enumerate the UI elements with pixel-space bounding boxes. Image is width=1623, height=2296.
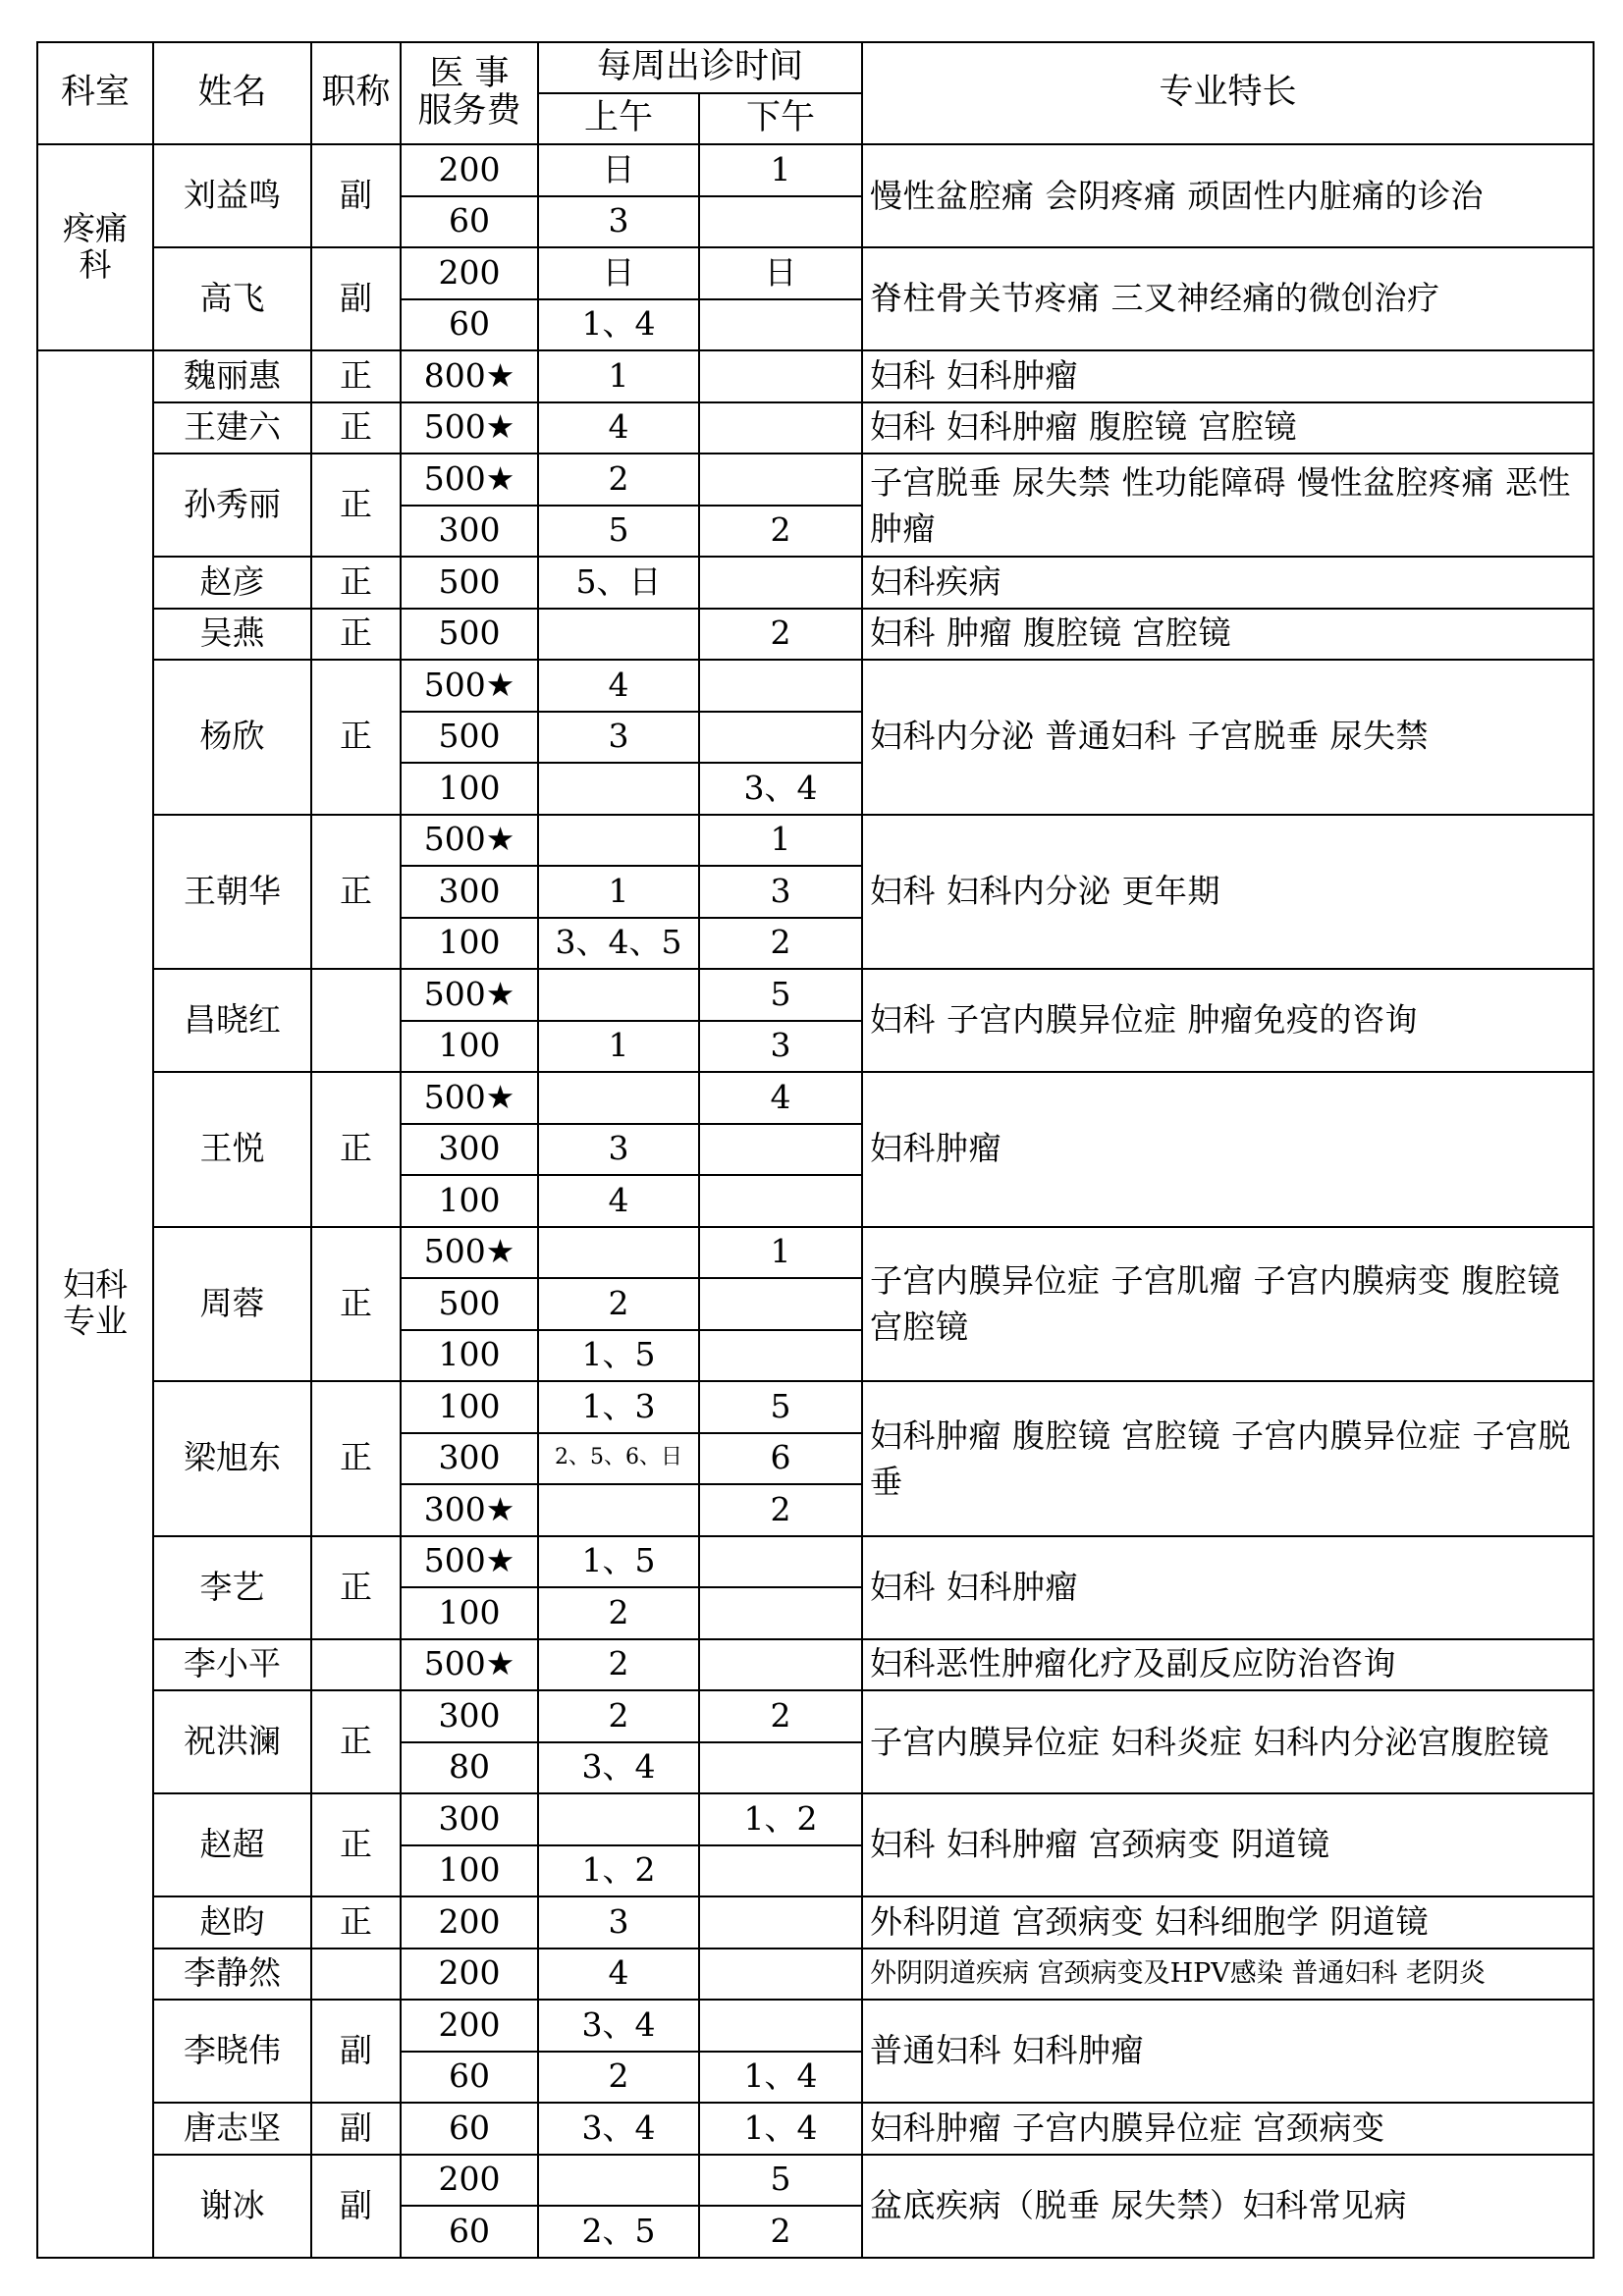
am-cell: 3、4 (538, 1742, 699, 1794)
specialty-cell: 慢性盆腔痛 会阴疼痛 顽固性内脏痛的诊治 (862, 144, 1594, 247)
fee-cell: 800★ (401, 350, 538, 402)
specialty-cell: 子宫脱垂 尿失禁 性功能障碍 慢性盆腔疼痛 恶性肿瘤 (862, 454, 1594, 557)
doctor-title: 正 (311, 660, 401, 815)
table-row (37, 1949, 1594, 2001)
am-cell: 3、4 (538, 2000, 699, 2052)
fee-cell: 300 (401, 1690, 538, 1742)
specialty-cell: 妇科 妇科肿瘤 腹腔镜 宫腔镜 (862, 402, 1594, 454)
department-name: 疼痛科 (37, 144, 153, 350)
am-cell: 2 (538, 454, 699, 506)
fee-cell: 100 (401, 763, 538, 815)
fee-cell: 500★ (401, 1227, 538, 1279)
doctor-title: 正 (311, 1072, 401, 1227)
am-cell: 2、5、6、日 (538, 1433, 699, 1485)
pm-cell: 5 (699, 1381, 862, 1433)
fee-cell: 200 (401, 2000, 538, 2052)
doctor-name: 李艺 (153, 1536, 311, 1639)
am-cell: 2 (538, 1587, 699, 1639)
doctor-title: 正 (311, 609, 401, 661)
doctor-title: 正 (311, 402, 401, 454)
pm-cell (699, 1845, 862, 1897)
pm-cell (699, 1587, 862, 1639)
am-cell (538, 815, 699, 867)
pm-cell: 2 (699, 2206, 862, 2258)
fee-cell: 200 (401, 1949, 538, 2001)
fee-cell: 500★ (401, 660, 538, 712)
doctor-title: 正 (311, 454, 401, 557)
doctor-name: 刘益鸣 (153, 144, 311, 247)
am-cell: 1 (538, 1021, 699, 1073)
header-fee-line1: 医 事 (429, 54, 510, 94)
doctor-name: 赵昀 (153, 1896, 311, 1949)
doctor-name: 李小平 (153, 1639, 311, 1691)
doctor-name: 高飞 (153, 247, 311, 350)
doctor-name: 周蓉 (153, 1227, 311, 1382)
fee-cell: 60 (401, 299, 538, 351)
doctor-name: 李静然 (153, 1949, 311, 2001)
am-cell: 1、2 (538, 1845, 699, 1897)
doctor-title: 正 (311, 1896, 401, 1949)
header-specialty: 专业特长 (862, 42, 1594, 144)
fee-cell: 100 (401, 918, 538, 970)
doctor-name: 谢冰 (153, 2155, 311, 2258)
specialty-cell: 外阴阴道疾病 宫颈病变及HPV感染 普通妇科 老阴炎 (862, 1949, 1594, 2001)
fee-cell: 300 (401, 1793, 538, 1845)
fee-cell: 300 (401, 866, 538, 918)
specialty-cell: 妇科 妇科肿瘤 (862, 1536, 1594, 1639)
doctor-name: 王朝华 (153, 815, 311, 970)
fee-cell: 100 (401, 1381, 538, 1433)
am-cell: 1、5 (538, 1536, 699, 1588)
table-row (37, 2103, 1594, 2155)
table-row (37, 1896, 1594, 1949)
fee-cell: 200 (401, 1896, 538, 1949)
am-cell: 3、4 (538, 2103, 699, 2155)
pm-cell: 1 (699, 815, 862, 867)
header-am: 上午 (538, 93, 699, 144)
fee-cell: 500★ (401, 402, 538, 454)
table-row (37, 1690, 1594, 1742)
doctor-title: 正 (311, 1381, 401, 1536)
clinic-schedule-table (36, 41, 1595, 2259)
doctor-name: 李晓伟 (153, 2000, 311, 2103)
doctor-title: 副 (311, 2155, 401, 2258)
pm-cell: 3 (699, 1021, 862, 1073)
pm-cell (699, 402, 862, 454)
doctor-name: 魏丽惠 (153, 350, 311, 402)
doctor-name: 祝洪澜 (153, 1690, 311, 1793)
doctor-name: 赵超 (153, 1793, 311, 1896)
pm-cell: 2 (699, 1484, 862, 1536)
am-cell: 日 (538, 144, 699, 196)
am-cell (538, 763, 699, 815)
specialty-cell: 妇科 肿瘤 腹腔镜 宫腔镜 (862, 609, 1594, 661)
specialty-cell: 妇科肿瘤 腹腔镜 宫腔镜 子宫内膜异位症 子宫脱垂 (862, 1381, 1594, 1536)
am-cell: 2 (538, 1690, 699, 1742)
header-name: 姓名 (153, 42, 311, 144)
fee-cell: 60 (401, 196, 538, 248)
pm-cell: 5 (699, 969, 862, 1021)
am-cell: 2 (538, 2052, 699, 2104)
am-cell: 2、5 (538, 2206, 699, 2258)
pm-cell (699, 2000, 862, 2052)
doctor-title: 正 (311, 815, 401, 970)
am-cell (538, 1072, 699, 1124)
table-row (37, 144, 1594, 196)
pm-cell (699, 350, 862, 402)
doctor-title: 副 (311, 247, 401, 350)
header-row-1 (37, 42, 1594, 93)
doctor-title: 正 (311, 350, 401, 402)
am-cell (538, 609, 699, 661)
specialty-cell: 普通妇科 妇科肿瘤 (862, 2000, 1594, 2103)
table-row (37, 1381, 1594, 1433)
fee-cell: 100 (401, 1175, 538, 1227)
fee-cell: 200 (401, 247, 538, 299)
pm-cell: 2 (699, 506, 862, 558)
fee-cell: 80 (401, 1742, 538, 1794)
am-cell: 3 (538, 1124, 699, 1176)
table-row (37, 350, 1594, 402)
fee-cell: 300★ (401, 1484, 538, 1536)
specialty-cell: 子宫内膜异位症 子宫肌瘤 子宫内膜病变 腹腔镜 宫腔镜 (862, 1227, 1594, 1382)
fee-cell: 500★ (401, 454, 538, 506)
specialty-cell: 脊柱骨关节疼痛 三叉神经痛的微创治疗 (862, 247, 1594, 350)
pm-cell: 日 (699, 247, 862, 299)
specialty-cell: 妇科疾病 (862, 557, 1594, 609)
fee-cell: 300 (401, 506, 538, 558)
specialty-cell: 妇科 妇科肿瘤 (862, 350, 1594, 402)
doctor-name: 杨欣 (153, 660, 311, 815)
specialty-cell: 盆底疾病（脱垂 尿失禁）妇科常见病 (862, 2155, 1594, 2258)
table-row (37, 1072, 1594, 1124)
fee-cell: 500 (401, 609, 538, 661)
doctor-title: 正 (311, 1227, 401, 1382)
header-pm: 下午 (699, 93, 862, 144)
fee-cell: 500 (401, 712, 538, 764)
table-row (37, 1793, 1594, 1845)
am-cell: 4 (538, 660, 699, 712)
am-cell: 2 (538, 1278, 699, 1330)
am-cell (538, 1484, 699, 1536)
am-cell: 3 (538, 196, 699, 248)
fee-cell: 60 (401, 2206, 538, 2258)
pm-cell (699, 1124, 862, 1176)
doctor-title: 正 (311, 1536, 401, 1639)
doctor-title: 副 (311, 144, 401, 247)
am-cell (538, 1793, 699, 1845)
fee-cell: 500★ (401, 969, 538, 1021)
fee-cell: 60 (401, 2103, 538, 2155)
table-row (37, 2155, 1594, 2207)
table-row (37, 247, 1594, 299)
pm-cell: 2 (699, 918, 862, 970)
header-dept: 科室 (37, 42, 153, 144)
am-cell: 1、3 (538, 1381, 699, 1433)
table-row (37, 1639, 1594, 1691)
fee-cell: 200 (401, 2155, 538, 2207)
am-cell (538, 1227, 699, 1279)
pm-cell: 1、2 (699, 1793, 862, 1845)
am-cell: 1 (538, 350, 699, 402)
fee-cell: 300 (401, 1433, 538, 1485)
table-row (37, 557, 1594, 609)
pm-cell (699, 1896, 862, 1949)
fee-cell: 100 (401, 1021, 538, 1073)
table-row (37, 402, 1594, 454)
am-cell (538, 969, 699, 1021)
header-fee (401, 42, 538, 144)
am-cell: 3 (538, 712, 699, 764)
doctor-title (311, 1639, 401, 1691)
am-cell: 5 (538, 506, 699, 558)
am-cell: 4 (538, 1949, 699, 2001)
pm-cell (699, 1330, 862, 1382)
fee-cell: 100 (401, 1330, 538, 1382)
fee-cell: 300 (401, 1124, 538, 1176)
pm-cell: 1 (699, 1227, 862, 1279)
am-cell: 4 (538, 402, 699, 454)
pm-cell (699, 454, 862, 506)
am-cell: 日 (538, 247, 699, 299)
fee-cell: 500 (401, 1278, 538, 1330)
fee-cell: 500★ (401, 1072, 538, 1124)
pm-cell (699, 660, 862, 712)
department-name: 妇科专业 (37, 350, 153, 2258)
fee-cell: 500★ (401, 1536, 538, 1588)
table-row (37, 1227, 1594, 1279)
doctor-name: 梁旭东 (153, 1381, 311, 1536)
pm-cell: 5 (699, 2155, 862, 2207)
table-row (37, 454, 1594, 506)
specialty-cell: 妇科肿瘤 子宫内膜异位症 宫颈病变 (862, 2103, 1594, 2155)
fee-cell: 100 (401, 1845, 538, 1897)
pm-cell: 2 (699, 1690, 862, 1742)
doctor-name: 王建六 (153, 402, 311, 454)
pm-cell (699, 557, 862, 609)
am-cell: 3 (538, 1896, 699, 1949)
fee-cell: 200 (401, 144, 538, 196)
am-cell: 1 (538, 866, 699, 918)
pm-cell (699, 1639, 862, 1691)
table-row (37, 815, 1594, 867)
am-cell: 1、5 (538, 1330, 699, 1382)
fee-cell: 500 (401, 557, 538, 609)
pm-cell: 3 (699, 866, 862, 918)
specialty-cell: 外科阴道 宫颈病变 妇科细胞学 阴道镜 (862, 1896, 1594, 1949)
doctor-title: 副 (311, 2103, 401, 2155)
pm-cell (699, 196, 862, 248)
header-fee-line2: 服务费 (417, 91, 521, 131)
pm-cell (699, 1742, 862, 1794)
specialty-cell: 妇科 子宫内膜异位症 肿瘤免疫的咨询 (862, 969, 1594, 1072)
pm-cell (699, 1536, 862, 1588)
doctor-name: 孙秀丽 (153, 454, 311, 557)
table-row (37, 969, 1594, 1021)
fee-cell: 500★ (401, 1639, 538, 1691)
fee-cell: 500★ (401, 815, 538, 867)
am-cell: 1、4 (538, 299, 699, 351)
pm-cell (699, 1175, 862, 1227)
doctor-title: 正 (311, 557, 401, 609)
doctor-title (311, 1949, 401, 2001)
pm-cell: 2 (699, 609, 862, 661)
pm-cell: 1、4 (699, 2052, 862, 2104)
doctor-name: 王悦 (153, 1072, 311, 1227)
doctor-title (311, 969, 401, 1072)
table-row (37, 1536, 1594, 1588)
specialty-cell: 妇科 妇科肿瘤 宫颈病变 阴道镜 (862, 1793, 1594, 1896)
doctor-name: 吴燕 (153, 609, 311, 661)
doctor-title: 正 (311, 1690, 401, 1793)
specialty-cell: 妇科 妇科内分泌 更年期 (862, 815, 1594, 970)
specialty-cell: 妇科肿瘤 (862, 1072, 1594, 1227)
specialty-cell: 妇科内分泌 普通妇科 子宫脱垂 尿失禁 (862, 660, 1594, 815)
pm-cell: 6 (699, 1433, 862, 1485)
am-cell: 2 (538, 1639, 699, 1691)
specialty-cell: 妇科恶性肿瘤化疗及副反应防治咨询 (862, 1639, 1594, 1691)
header-title: 职称 (311, 42, 401, 144)
pm-cell (699, 1949, 862, 2001)
pm-cell (699, 712, 862, 764)
pm-cell: 4 (699, 1072, 862, 1124)
pm-cell (699, 299, 862, 351)
table-row (37, 2000, 1594, 2052)
table-row (37, 660, 1594, 712)
am-cell: 5、日 (538, 557, 699, 609)
header-schedule: 每周出诊时间 (538, 42, 862, 93)
am-cell: 3、4、5 (538, 918, 699, 970)
doctor-name: 昌晓红 (153, 969, 311, 1072)
fee-cell: 100 (401, 1587, 538, 1639)
doctor-name: 赵彦 (153, 557, 311, 609)
pm-cell: 3、4 (699, 763, 862, 815)
table-row (37, 609, 1594, 661)
doctor-name: 唐志坚 (153, 2103, 311, 2155)
pm-cell: 1、4 (699, 2103, 862, 2155)
am-cell: 4 (538, 1175, 699, 1227)
pm-cell: 1 (699, 144, 862, 196)
pm-cell (699, 1278, 862, 1330)
doctor-title: 正 (311, 1793, 401, 1896)
fee-cell: 60 (401, 2052, 538, 2104)
am-cell (538, 2155, 699, 2207)
specialty-cell: 子宫内膜异位症 妇科炎症 妇科内分泌宫腹腔镜 (862, 1690, 1594, 1793)
doctor-title: 副 (311, 2000, 401, 2103)
